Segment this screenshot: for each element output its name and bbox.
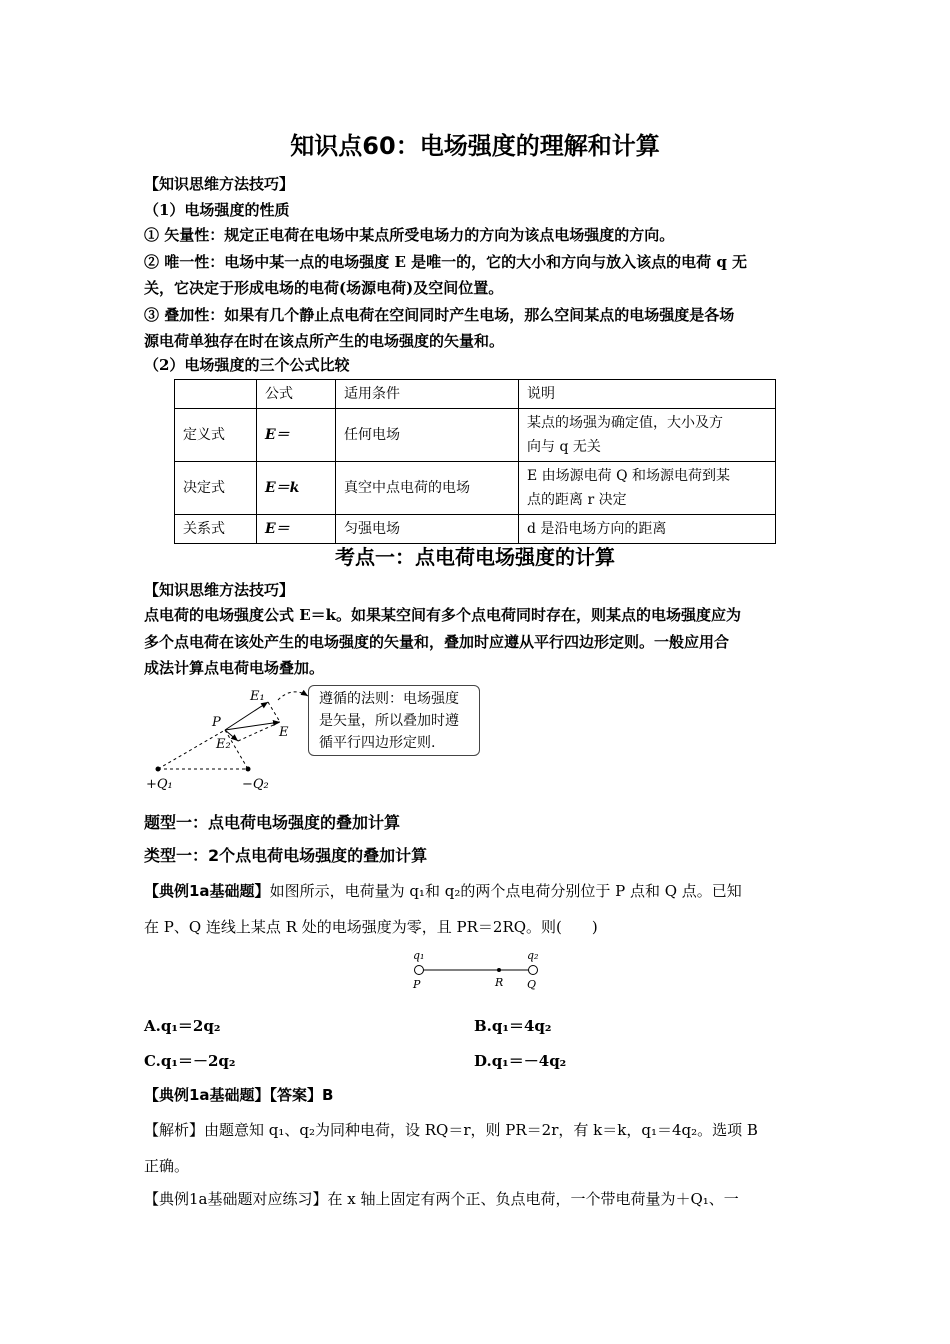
row-description [519,462,776,515]
example-label: 【典例1a基础题】 [144,882,270,900]
callout-pointer [278,692,308,700]
label-q1: q₁ [413,949,425,962]
example-question-line-2: 在 P、Q 连线上某点 R 处的电场强度为零，且 PR＝2RQ。则( ) [144,918,598,936]
row-description [519,409,776,462]
charge-q2-dot [246,767,251,772]
dashed-line-q1-p [158,730,225,769]
row-description-line: E 由场源电荷 Q 和场源电荷到某 [527,468,731,484]
section-header: 【知识思维方法技巧】 [144,175,295,193]
table-header-cell: 适用条件 [336,380,519,409]
row-description-line: 某点的场强为确定值，大小及方 [527,415,723,431]
analysis-line-1: 【解析】由题意知 q₁、q₂为同种电荷，设 RQ＝r，则 PR＝2r，有 k＝k，q₁＝4q₂。选项 B [144,1121,758,1139]
label-q2: −Q₂ [242,777,269,792]
subheading-formulas: （2）电场强度的三个公式比较 [144,356,350,374]
option-b[interactable]: B.q₁＝4q₂ [474,1017,552,1035]
analysis-line-2: 正确。 [144,1157,190,1175]
option-d[interactable]: D.q₁＝－4q₂ [474,1052,567,1070]
rule-callout-box [308,685,480,756]
row-formula: E＝ [257,409,336,462]
practice-line: 【典例1a基础题对应练习】在 x 轴上固定有两个正、负点电荷，一个带电荷量为＋Q₁、一 [144,1190,739,1208]
table-row [175,515,776,544]
superposition-diagram [140,682,315,794]
label-e: E [279,725,289,740]
example-text: 如图所示，电荷量为 q₁和 q₂的两个点电荷分别位于 P 点和 Q 点。已知 [269,882,742,900]
paragraph-uniqueness-1: ② 唯一性：电场中某一点的电场强度 E 是唯一的，它的大小和方向与放入该点的电荷 q 无 [144,253,748,271]
section-header: 【知识思维方法技巧】 [144,581,295,599]
label-q1: +Q₁ [146,777,173,792]
row-name: 定义式 [175,409,257,462]
row-condition: 任何电场 [336,409,519,462]
table-header-cell [175,380,257,409]
question-type-heading: 题型一：点电荷电场强度的叠加计算 [144,813,401,832]
label-p: P [413,978,421,991]
subheading-properties: （1）电场强度的性质 [144,201,290,219]
callout-line: 是矢量，所以叠加时遵 [319,713,459,729]
paragraph-superposition-2: 源电荷单独存在时在该点所产生的电场强度的矢量和。 [144,332,505,350]
callout-line: 遵循的法则：电场强度 [319,691,459,707]
row-formula: E＝ [257,515,336,544]
label-q: Q [527,978,537,991]
row-description: d 是沿电场方向的距离 [519,515,776,544]
charge-q1-circle [415,966,424,975]
label-q2: q₂ [527,949,539,962]
section-heading-point-charge: 考点一：点电荷电场强度的计算 [335,545,615,569]
formula-table [174,379,776,544]
table-header-cell: 公式 [257,380,336,409]
table-header-row [175,380,776,409]
paragraph-point-charge-3: 成法计算点电荷电场叠加。 [144,659,325,677]
label-r: R [495,976,504,989]
table-row [175,462,776,515]
paragraph-point-charge-2: 多个点电荷在该处产生的电场强度的矢量和，叠加时应遵从平行四边形定则。一般应用合 [144,633,730,651]
row-formula: E＝k [257,462,336,515]
charge-q2-circle [529,966,538,975]
row-name: 关系式 [175,515,257,544]
row-description-line: 点的距离 r 决定 [527,492,627,508]
label-e1: E₁ [250,689,265,704]
row-name: 决定式 [175,462,257,515]
page-title: 知识点60：电场强度的理解和计算 [290,132,660,160]
row-condition: 匀强电场 [336,515,519,544]
row-description-line: 向与 q 无关 [527,439,601,455]
point-r-dot [497,968,501,972]
label-p: P [212,715,221,730]
example-question-line-1 [144,881,742,901]
vector-e1-arrow [225,702,268,730]
table-header-cell: 说明 [519,380,776,409]
charges-on-line-diagram [405,948,545,994]
question-class-heading: 类型一：2个点电荷电场强度的叠加计算 [144,846,428,865]
paragraph-vector: ① 矢量性：规定正电荷在电场中某点所受电场力的方向为该点电场强度的方向。 [144,226,675,244]
paragraph-uniqueness-2: 关，它决定于形成电场的电荷(场源电荷)及空间位置。 [144,279,504,297]
option-a[interactable]: A.q₁＝2q₂ [144,1017,221,1035]
option-c[interactable]: C.q₁＝－2q₂ [144,1052,236,1070]
charge-q1-dot [156,767,161,772]
dashed-parallel-1 [268,702,280,722]
row-condition: 真空中点电荷的电场 [336,462,519,515]
label-e2: E₂ [216,737,231,752]
paragraph-superposition-1: ③ 叠加性：如果有几个静止点电荷在空间同时产生电场，那么空间某点的电场强度是各场 [144,306,735,324]
table-row [175,409,776,462]
answer-line: 【典例1a基础题】【答案】B [144,1086,334,1104]
paragraph-point-charge-1: 点电荷的电场强度公式 E＝k。如果某空间有多个点电荷同时存在，则某点的电场强度应为 [144,606,742,624]
callout-line: 循平行四边形定则. [319,735,436,751]
